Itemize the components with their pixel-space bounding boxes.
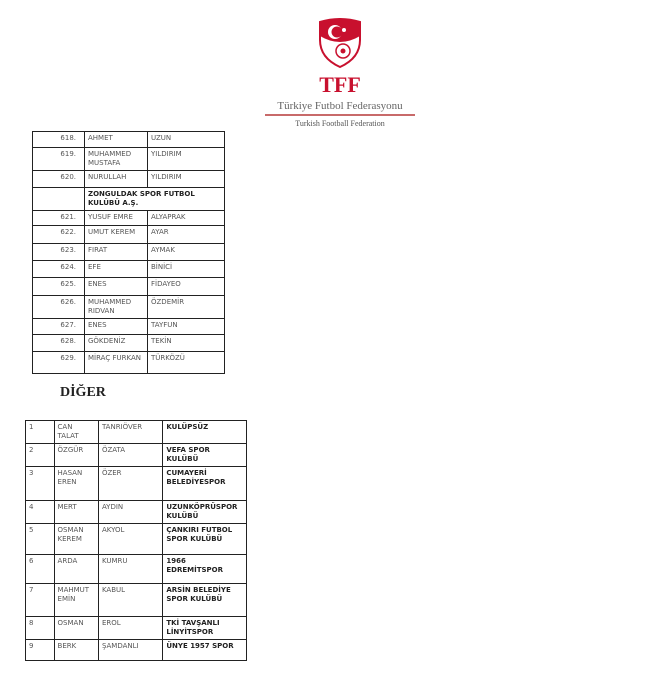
- row-number: 625.: [33, 278, 85, 296]
- tff-crest-icon: [317, 18, 363, 68]
- last-name: AYDIN: [98, 501, 162, 524]
- last-name: ÖZATA: [98, 444, 162, 467]
- row-number: 7: [26, 584, 55, 617]
- row-number: 8: [26, 617, 55, 640]
- first-name: BERK: [54, 640, 98, 661]
- table-row: [26, 524, 247, 555]
- table-row: [33, 319, 225, 335]
- last-name: EROL: [98, 617, 162, 640]
- club-name: CUMAYERİ BELEDİYESPOR: [163, 467, 247, 501]
- first-name: NURULLAH: [85, 171, 148, 188]
- club-name: TKİ TAVŞANLI LİNYİTSPOR: [163, 617, 247, 640]
- first-name: ARDA: [54, 555, 98, 584]
- first-name: FIRAT: [85, 244, 148, 261]
- table-row: [33, 335, 225, 352]
- first-name: AHMET: [85, 132, 148, 148]
- table-row: [26, 617, 247, 640]
- table-row: [33, 278, 225, 296]
- table-row: [33, 171, 225, 188]
- last-name: ÖZDEMİR: [148, 296, 225, 319]
- row-number: 618.: [33, 132, 85, 148]
- tff-logo: [265, 18, 415, 128]
- first-name: CAN TALAT: [54, 421, 98, 444]
- club-name: KULÜPSÜZ: [163, 421, 247, 444]
- first-name: EFE: [85, 261, 148, 278]
- table-row: [33, 244, 225, 261]
- row-number: 5: [26, 524, 55, 555]
- empty-cell: [33, 188, 85, 211]
- table-row: [33, 148, 225, 171]
- first-name: GÖKDENİZ: [85, 335, 148, 352]
- first-name: MİRAÇ FURKAN: [85, 352, 148, 374]
- table-row: [33, 211, 225, 226]
- first-name: MUHAMMED RIDVAN: [85, 296, 148, 319]
- last-name: TEKİN: [148, 335, 225, 352]
- table-row: [33, 261, 225, 278]
- last-name: YILDIRIM: [148, 171, 225, 188]
- row-number: 622.: [33, 226, 85, 244]
- last-name: UZUN: [148, 132, 225, 148]
- last-name: ÖZER: [98, 467, 162, 501]
- row-number: 624.: [33, 261, 85, 278]
- first-name: ÖZGÜR: [54, 444, 98, 467]
- table-row: [26, 640, 247, 661]
- last-name: KUMRU: [98, 555, 162, 584]
- first-name: MERT: [54, 501, 98, 524]
- row-number: 619.: [33, 148, 85, 171]
- first-name: OSMAN KEREM: [54, 524, 98, 555]
- first-name: UMUT KEREM: [85, 226, 148, 244]
- table-row: [33, 188, 225, 211]
- table-row: [33, 226, 225, 244]
- last-name: ŞAMDANLI: [98, 640, 162, 661]
- table-row: [33, 296, 225, 319]
- table-row: [26, 421, 247, 444]
- club-name: ÜNYE 1957 SPOR: [163, 640, 247, 661]
- row-number: 6: [26, 555, 55, 584]
- first-name: MAHMUT EMİN: [54, 584, 98, 617]
- row-number: 629.: [33, 352, 85, 374]
- last-name: TANRIÖVER: [98, 421, 162, 444]
- last-name: AKYOL: [98, 524, 162, 555]
- last-name: TÜRKÖZÜ: [148, 352, 225, 374]
- first-name: ENES: [85, 319, 148, 335]
- table-row: [26, 584, 247, 617]
- last-name: KABUL: [98, 584, 162, 617]
- row-number: 623.: [33, 244, 85, 261]
- org-name-en: Turkish Football Federation: [295, 119, 385, 128]
- table-row: [26, 555, 247, 584]
- logo-text: TFF: [319, 72, 361, 97]
- club-name: ARSİN BELEDİYE SPOR KULÜBÜ: [163, 584, 247, 617]
- last-name: AYMAK: [148, 244, 225, 261]
- club-header-cell: ZONGULDAK SPOR FUTBOL KULÜBÜ A.Ş.: [85, 188, 225, 211]
- first-name: HASAN EREN: [54, 467, 98, 501]
- last-name: TAYFUN: [148, 319, 225, 335]
- table-row: [33, 352, 225, 374]
- row-number: 9: [26, 640, 55, 661]
- last-name: YILDIRIM: [148, 148, 225, 171]
- player-table-other: [25, 420, 247, 661]
- club-name: ÇANKIRI FUTBOL SPOR KULÜBÜ: [163, 524, 247, 555]
- first-name: ENES: [85, 278, 148, 296]
- row-number: 1: [26, 421, 55, 444]
- table-row: [26, 444, 247, 467]
- last-name: ALYAPRAK: [148, 211, 225, 226]
- row-number: 620.: [33, 171, 85, 188]
- row-number: 621.: [33, 211, 85, 226]
- first-name: YUSUF EMRE: [85, 211, 148, 226]
- section-title: DİĞER: [60, 385, 106, 400]
- row-number: 628.: [33, 335, 85, 352]
- row-number: 4: [26, 501, 55, 524]
- table-row: [33, 132, 225, 148]
- row-number: 2: [26, 444, 55, 467]
- club-name: UZUNKÖPRÜSPOR KULÜBÜ: [163, 501, 247, 524]
- row-number: 3: [26, 467, 55, 501]
- club-name: 1966 EDREMİTSPOR: [163, 555, 247, 584]
- last-name: BİNİCİ: [148, 261, 225, 278]
- first-name: OSMAN: [54, 617, 98, 640]
- row-number: 626.: [33, 296, 85, 319]
- first-name: MUHAMMED MUSTAFA: [85, 148, 148, 171]
- table-row: [26, 501, 247, 524]
- last-name: AYAR: [148, 226, 225, 244]
- org-name-tr: Türkiye Futbol Federasyonu: [265, 100, 415, 116]
- row-number: 627.: [33, 319, 85, 335]
- last-name: FİDAYEO: [148, 278, 225, 296]
- player-table-zonguldak: [32, 131, 225, 374]
- table-row: [26, 467, 247, 501]
- club-name: VEFA SPOR KULÜBÜ: [163, 444, 247, 467]
